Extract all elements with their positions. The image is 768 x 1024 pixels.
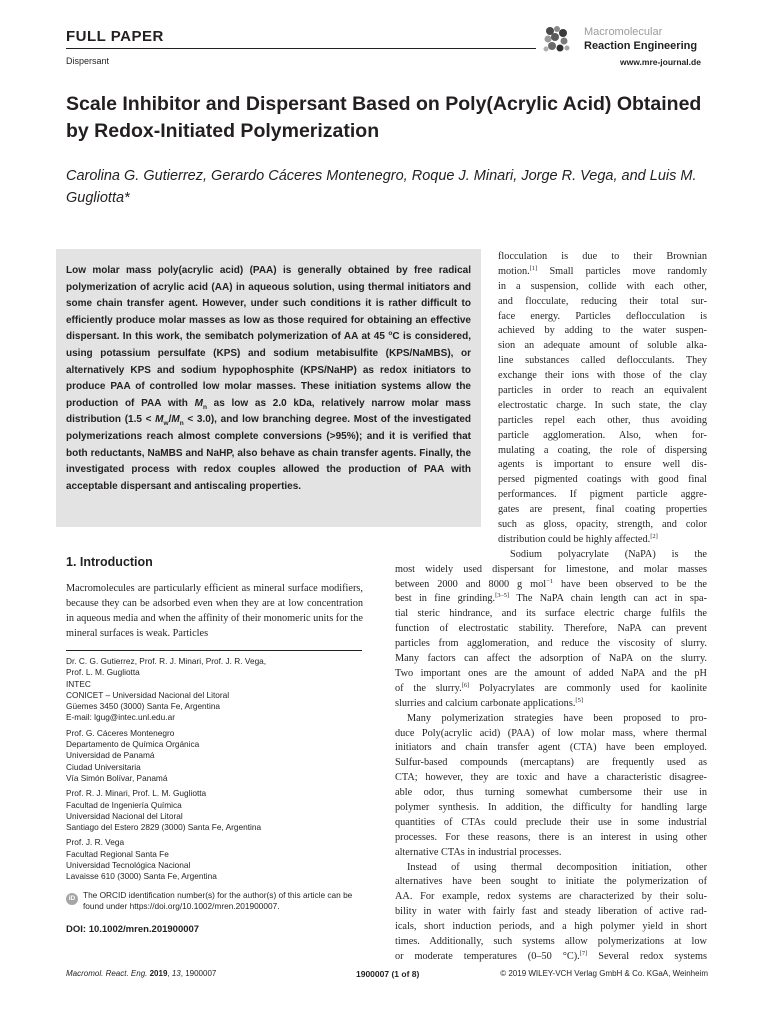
affiliation-line: Dr. C. G. Gutierrez, Prof. R. J. Minari, Prof. J. R. Vega,: [66, 656, 267, 666]
affiliation-line: Prof. L. M. Gugliotta: [66, 667, 140, 678]
text-line: performances. If pigment particle aggre-: [498, 489, 707, 501]
affiliation-line: Prof. J. R. Vega: [66, 837, 125, 848]
text-line: alternatives have been sought to initiate the polymerization of: [395, 876, 707, 888]
text-line: particles in order to reach an equivalent: [498, 385, 707, 397]
text-line: times. Additionally, such systems allow polymerizations at low: [395, 935, 707, 947]
affiliation-line: E-mail: lgug@intec.unl.edu.ar: [66, 712, 175, 723]
text-line: Many polymerization strategies have been proposed to pro-: [407, 712, 707, 724]
affiliation-line: Prof. R. J. Minari, Prof. L. M. Gugliotta: [66, 788, 207, 799]
text-line: line substances called deflocculants. They: [498, 355, 707, 367]
text-line: such as gloss, opacity, strength, and color: [498, 519, 707, 531]
text-line: tial steric hindrance, and its surface electric charge fulfils the: [395, 608, 707, 620]
doi-label: DOI: 10.1002/mren.201900007: [66, 924, 200, 935]
text-line: particles repel each other, thus avoiding: [498, 414, 707, 426]
affiliation-line: Universidad Tecnológica Nacional: [66, 860, 191, 871]
text-line: sion an adequate amount of soluble alka-: [498, 340, 707, 352]
text-line: polymer synthesis. In addition, the difficulty for handling large: [395, 801, 707, 813]
journal-url: www.mre-journal.de: [620, 57, 701, 67]
affiliation-line: Ciudad Universitaria: [66, 761, 141, 772]
text-line: most widely used dispersant for limestone, and molar masses: [395, 563, 707, 575]
author-list: Carolina G. Gutierrez, Gerardo Cáceres Montenegro, Roque J. Minari, Jorge R. Vega, and Luis M. Gugliotta*: [66, 168, 697, 206]
text-line: CTA; however, they are toxic and have a characteristic disagree-: [395, 772, 707, 784]
text-line: gates are present, final coating properties: [498, 504, 707, 516]
text-line: particle agglomeration. Also, when for-: [498, 429, 707, 441]
text-line: alternative CTAs in industrial processes.: [395, 846, 562, 858]
affiliations: [66, 656, 366, 887]
article-type-label: FULL PAPER: [66, 28, 164, 45]
footer-citation: Macromol. React. Eng. 2019, 13, 1900007: [66, 969, 217, 978]
text-line: particles from agglomeration, and reduce the viscosity of slurry.: [395, 638, 707, 650]
text-line: quantities of CTAs could preclude their use in some industrial: [395, 816, 707, 828]
article-title: Scale Inhibitor and Dispersant Based on Poly(Acrylic Acid) Obtained by Redox-Initiated Polymerization: [66, 93, 702, 142]
text-line: function of electrostatic stability. Therefore, NaPA can prevent: [395, 623, 707, 635]
text-line: Many factors can affect the adsorption of NaPA on the slurry.: [395, 653, 707, 665]
journal-name-line1: Macromolecular: [584, 26, 663, 38]
text-line: between 2000 and 8000 g mol$^{-1}$ have been observed to be the: [395, 577, 707, 590]
text-line: flocculation is due to their Brownian: [498, 251, 707, 262]
affiliation-line: Facultad Regional Santa Fe: [66, 848, 169, 859]
text-line: AA. For example, redox systems are characterized by their solu-: [395, 891, 707, 903]
affiliation-line: Universidad Nacional del Litoral: [66, 810, 183, 821]
text-line: duce Poly(acrylic acid) (PAA) of low molar mass, where thermal: [395, 727, 707, 739]
text-line: or moderate temperatures (0–50 °C).[7] Several redox systems: [395, 949, 707, 962]
footer-copyright: © 2019 WILEY-VCH Verlag GmbH & Co. KGaA, Weinheim: [500, 969, 708, 978]
affiliation-line: INTEC: [66, 678, 91, 689]
affiliation-line: Prof. G. Cáceres Montenegro: [66, 727, 175, 738]
affiliation-line: Universidad de Panamá: [66, 750, 155, 761]
text-line: motion.[1] Small particles move randomly: [498, 264, 707, 277]
text-line: electrostatic charge. In such state, the clay: [498, 399, 707, 411]
orcid-icon: iD: [66, 893, 78, 905]
text-line: slurries and calcium carbonate applications.[5]: [395, 696, 584, 709]
text-line: distribution could be highly affected.[2]: [498, 532, 658, 545]
text-line: Sulfur-based compounds (mercaptans) are frequently used as: [395, 757, 707, 769]
text-line: Two important ones are the amount of added NaPA and the pH: [395, 667, 707, 679]
affiliation-block: [66, 656, 366, 724]
affiliation-block: [66, 788, 366, 833]
affiliation-block: [66, 837, 366, 882]
page-header: [66, 26, 708, 71]
section-label: Dispersant: [66, 56, 110, 66]
footer-page-number: 1900007 (1 of 8): [356, 969, 420, 979]
orcid-text: The ORCID identification number(s) for the author(s) of this article can be found under https://doi.org/10.1002/mren.201900007.: [83, 890, 353, 912]
text-line: agents is important to ensure well dis-: [498, 459, 707, 471]
affiliation-line: Facultad de Ingeniería Química: [66, 799, 182, 810]
page-footer: [66, 969, 708, 983]
text-line: best in fine grinding.[3–5] The NaPA chain length can act in spa-: [395, 592, 707, 605]
right-column-text: [395, 250, 707, 965]
affiliation-block: [66, 728, 366, 784]
text-line: icals, short induction periods, and a high polymer yield in short: [395, 921, 707, 933]
text-line: processes. For these reasons, there is an interest in using other: [395, 831, 707, 843]
journal-name-line2: Reaction Engineering: [584, 40, 698, 52]
text-line: able odor, thus turning somewhat cumbersome their use in: [395, 787, 707, 799]
text-line: exchange their ions with those of the clay: [498, 370, 707, 382]
affiliation-line: CONICET – Universidad Nacional del Litoral: [66, 689, 230, 700]
molecule-cluster-icon: [542, 24, 572, 54]
text-line: bility in water with fairly fast and steady liberation of active rad-: [395, 906, 707, 918]
affiliation-line: Vía Simón Bolívar, Panamá: [66, 772, 168, 783]
text-line: Instead of using thermal decomposition initiation, other: [407, 861, 707, 873]
text-line: in a suspension, collide with each other,: [498, 280, 707, 292]
affiliation-divider: [66, 650, 362, 651]
header-divider: [66, 48, 536, 49]
intro-paragraph: Macromolecules are particularly efficient as mineral surface modifiers, because they can be adsorbed even when they are at low concentration in aqueous media and when the affinity of their monomeric units for the mineral surfaces is weak. Particles: [66, 583, 363, 639]
text-line: initiators and chain transfer agent (CTA) have been employed.: [395, 742, 707, 754]
text-line: achieved by adding to the water suspen-: [498, 325, 707, 337]
affiliation-line: Departamento de Química Orgánica: [66, 739, 200, 750]
text-line: mulating a coating, the role of dispersing: [498, 444, 707, 456]
affiliation-line: Lavaisse 610 (3000) Santa Fe, Argentina: [66, 871, 217, 882]
intro-heading: 1. Introduction: [66, 555, 153, 569]
affiliation-line: Santiago del Estero 2829 (3000) Santa Fe, Argentina: [66, 822, 262, 833]
text-line: and flocculate, reducing their total sur-: [498, 295, 707, 307]
text-line: of the slurry.[6] Polyacrylates are commonly used for kaolinite: [395, 681, 707, 694]
text-line: face energy. Particles deflocculation is: [498, 310, 707, 322]
affiliation-line: Güemes 3450 (3000) Santa Fe, Argentina: [66, 701, 221, 712]
text-line: Sodium polyacrylate (NaPA) is the: [510, 548, 707, 560]
abstract-text: Low molar mass poly(acrylic acid) (PAA) is generally obtained by free radical polymerization of acrylic acid (AA) in aqueous solution, using thermal initiators and some chain transfer agent. However, under such conditions it is rather difficult to efficiently produce molar masses as low as those required for obtaining an effective dispersant. In this work, the semibatch polymerization of AA at 45 $^o$C is considered, using potassium persulfate (KPS) and sodium metabisulfite (KPS/NaMBS), or alternatively KPS and sodium hypophosphite (KPS/NaHP) as redox initiators to produce PAA of controlled low molar masses. These initiation systems allow the production of PAA with $M_n$ as low as 2.0 kDa, relatively narrow molar mass distribution $(1.5 < M_w/M_n < 3.0)$, and low branching degree. Most of the investigated polymerizations reach almost complete conversions (>95%); and it is verified that both reductants, NaMBS and NaHP, also behave as chain transfer agents. Finally, the investigated process with redox couples allowed the production of PAA with acceptable dispersant and antiscaling properties.: [66, 265, 471, 492]
text-line: persed pigmented coatings with good final: [498, 474, 707, 486]
